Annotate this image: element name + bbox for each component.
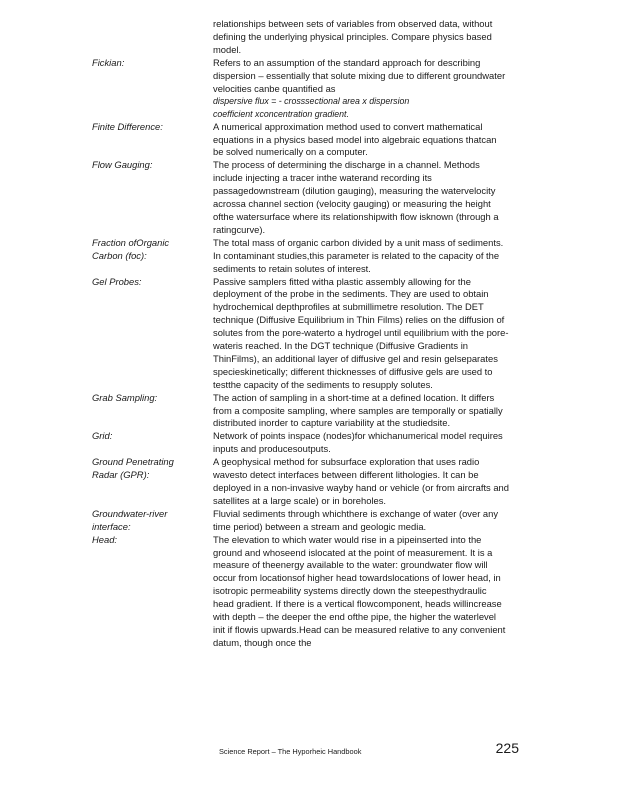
glossary-definition xyxy=(213,237,509,276)
page-footer xyxy=(219,740,519,760)
definition-text: Fluvial sediments through whichthere is exchange of water (over any time period) between a stream and geologic media. xyxy=(213,507,499,532)
glossary-term: Fraction ofOrganic Carbon (foc): xyxy=(92,236,170,261)
glossary-list xyxy=(92,18,518,650)
glossary-entry xyxy=(92,508,518,534)
formula-line: dispersive flux = - crosssectional area x dispersion xyxy=(213,96,410,107)
definition-text: Refers to an assumption of the standard approach for describing dispersion – essentially that solute mixing due to different groundwater velocities canbe quantified as xyxy=(213,56,506,94)
glossary-entry xyxy=(92,276,518,392)
glossary-term: Flow Gauging: xyxy=(92,159,153,171)
glossary-entry xyxy=(92,121,518,160)
definition-text: A geophysical method for subsurface exploration that uses radio wavesto detect interfaces between different lithologies. It can be deployed in a non-invasive wayby hand or vehicle (or from aircrafts and satellites at a large scale) or in boreholes. xyxy=(213,456,509,506)
definition-text: A numerical approximation method used to convert mathematical equations in a physics based model into algebraic equations thatcan be solved numerically on a computer. xyxy=(213,120,497,158)
glossary-term: Finite Difference: xyxy=(92,120,163,132)
glossary-definition xyxy=(213,276,509,392)
glossary-term: Grid: xyxy=(92,430,113,442)
glossary-entry xyxy=(92,18,518,57)
glossary-definition xyxy=(213,57,509,121)
glossary-definition xyxy=(213,18,509,57)
footer-title: Science Report – The Hyporheic Handbook xyxy=(219,747,362,756)
glossary-definition xyxy=(213,508,509,534)
page-number: 225 xyxy=(495,740,519,756)
definition-text: The elevation to which water would rise in a pipeinserted into the ground and whoseend islocated at the point of measurement. It is a measure of theenergy available to the water: groundwater flow will occur from locationsof higher head towardslocations of lower head, in isotropic permeability systems directly down the steepesthydraulic head gradient. If there is a vertical flowcomponent, heads willincrease with depth – the deeper the end ofthe pipe, the higher the waterlevel init if flowis upwards.Head can be measured relative to any convenient datum, though once the xyxy=(213,533,506,648)
formula-line: coefficient xconcentration gradient. xyxy=(213,109,349,120)
glossary-definition xyxy=(213,456,509,508)
glossary-term: Ground Penetrating Radar (GPR): xyxy=(92,456,174,481)
glossary-term: Head: xyxy=(92,533,118,545)
glossary-term: Grab Sampling: xyxy=(92,391,158,403)
dispersion-formula xyxy=(213,95,509,120)
glossary-entry xyxy=(92,534,518,650)
glossary-definition xyxy=(213,534,509,650)
glossary-definition xyxy=(213,430,509,456)
definition-text: The total mass of organic carbon divided by a unit mass of sediments. In contaminant studies,this parameter is related to the capacity of the sediments to retain solutes of interest. xyxy=(213,236,504,274)
definition-text: Passive samplers fitted witha plastic assembly allowing for the deployment of the probe in the sediments. They are used to obtain hydrochemical depthprofiles at submillimetre resolution. The DET technique (Diffusive Equilibrium in Thin Films) relies on the diffusion of solutes from the pore-waterto a hydrogel until equilibrium with the pore-wateris reached. In the DGT technique (Diffusive Gradients in ThinFilms), an additional layer of diffusive gel and resin gelseparates specieskinetically; different thicknesses of diffusive gels are used to testthe capacity of the sediments to resupply solutes. xyxy=(213,275,509,390)
definition-text: relationships between sets of variables from observed data, without defining the underlying physical principles. Compare physics based model. xyxy=(213,18,493,55)
glossary-term: Groundwater-river interface: xyxy=(92,507,168,532)
glossary-entry xyxy=(92,237,518,276)
glossary-entry xyxy=(92,57,518,121)
glossary-definition xyxy=(213,392,509,431)
definition-text: The process of determining the discharge in a channel. Methods include injecting a tracer inthe waterand recording its passagedownstream (dilution gauging), measuring the watervelocity acrossa channel section (velocity gauging) or measuring the height ofthe watersurface where its relationshipwith flow isknown (through a ratingcurve). xyxy=(213,159,499,235)
glossary-entry xyxy=(92,430,518,456)
glossary-entry xyxy=(92,456,518,508)
definition-text: The action of sampling in a short-time at a defined location. It differs from a composite sampling, where samples are temporally or spatially distributed inorder to capture variability at the studiedsite. xyxy=(213,391,503,429)
definition-text: Network of points inspace (nodes)for whichanumerical model requires inputs and producesoutputs. xyxy=(213,430,503,455)
glossary-entry xyxy=(92,159,518,236)
glossary-term: Fickian: xyxy=(92,56,125,68)
glossary-term: Gel Probes: xyxy=(92,275,142,287)
glossary-definition xyxy=(213,121,509,160)
glossary-entry xyxy=(92,392,518,431)
glossary-definition xyxy=(213,159,509,236)
